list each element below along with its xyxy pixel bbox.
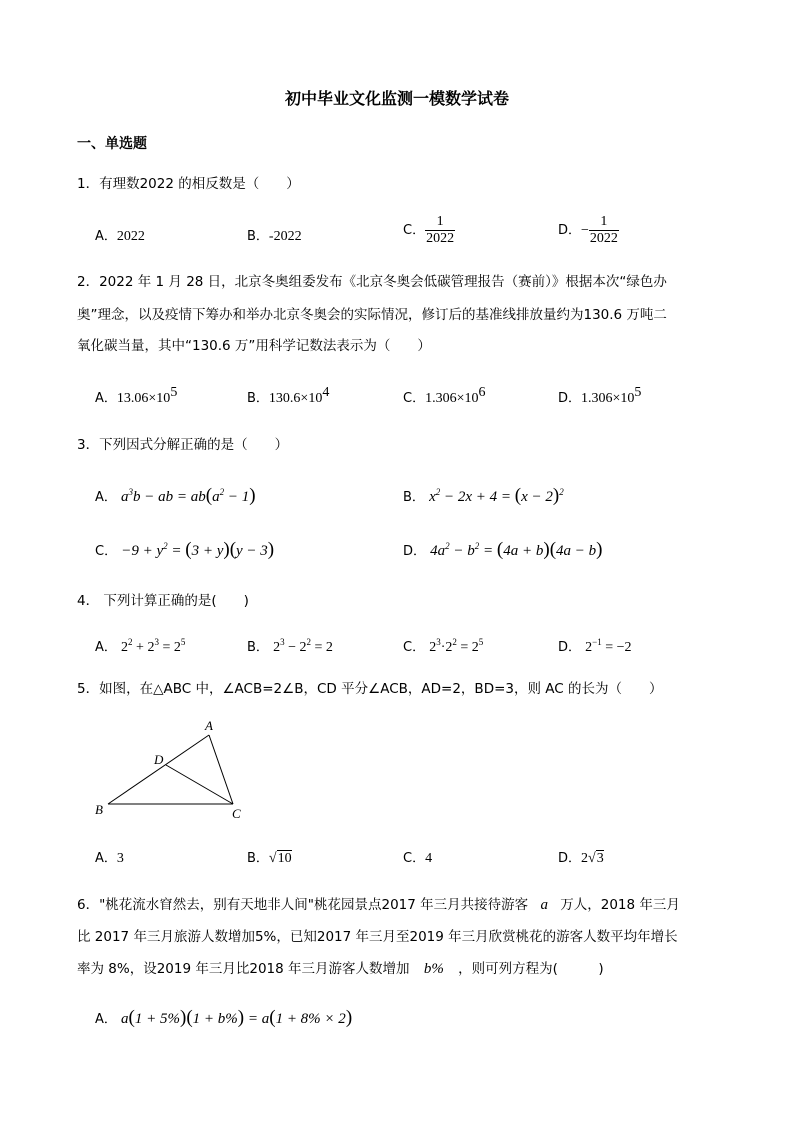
option-value: 3 [116,851,124,866]
math-expression: $2^2 + 2^3 = 2^5$ [121,637,186,655]
option-value: 4 [425,851,433,866]
question-4-stem: 4． 下列计算正确的是( ) [77,593,249,609]
question-6-line-2: 比 2017 年三月旅游人数增加5%，已知2017 年三月至2019 年三月欣赏桃花的游客人数平均年增长 [77,929,678,945]
option-value: 13.06×10 [116,391,171,406]
option-label: B． [403,490,425,505]
question-2-line-2: 奥”理念，以及疫情下筹办和举办北京冬奥会的实际情况，修订后的基准线排放量约为130.6 万吨二 [77,307,667,323]
question-3-stem: 3．下列因式分解正确的是（ ） [77,437,289,453]
vertex-label-a: A [205,718,213,733]
page-title: 初中毕业文化监测一模数学试卷 [284,89,509,108]
math-expression: $-9 + y^2 = (3 + y)(y - 3)$ [121,539,275,560]
minus-sign: − [581,223,589,238]
q1-option-d [558,214,619,247]
question-2-line-3: 氧化碳当量，其中“130.6 万”用科学记数法表示为（ ） [77,338,431,354]
exponent: 5 [170,385,178,400]
q1-option-c [403,214,455,247]
q2-option-a [95,387,177,407]
side-ac [209,735,233,804]
option-value: 1.306×10 [425,391,479,406]
option-label: C． [95,544,118,559]
question-5-stem: 5．如图，在△ABC 中，∠ACB=2∠B，CD 平分∠ACB，AD=2，BD=3，则 AC 的长为（ ） [77,681,663,697]
option-label: A． [95,851,117,866]
vertex-label-c: C [232,806,241,821]
math-expression: $4a^2 - b^2 = (4a + b)(4a - b)$ [430,539,603,560]
q4-option-d [558,636,632,656]
question-1-stem: 1．有理数2022 的相反数是（ ） [77,176,300,192]
q2-option-b [247,387,329,407]
segment-cd [166,765,233,804]
q5-option-d [558,847,604,867]
option-value: -2022 [268,229,302,244]
question-2-line-1: 2．2022 年 1 月 28 日，北京冬奥组委发布《北京冬奥会低碳管理报告（赛前）》根据本次“绿色办 [77,274,667,290]
option-label: A． [95,1012,117,1027]
math-expression: a(1 + 5%)(1 + b%) = a(1 + 8% × 2) [121,1007,353,1028]
q2-option-d [558,387,641,407]
text-segment: 万人，2018 年三月 [560,897,680,913]
option-label: C． [403,851,426,866]
fraction [589,214,619,247]
question-6-line-3 [77,959,604,979]
option-label: D． [558,223,582,238]
sqrt-expression: √10 [268,851,292,866]
option-label: B． [247,640,269,655]
q3-option-a [95,485,256,507]
option-value: 1.306×10 [581,391,635,406]
math-expression: $a^3b$ − ab = $ab(a^2 - 1)$ [121,485,256,506]
numerator: 1 [436,214,444,229]
coefficient: 2 [581,851,589,866]
option-label: B． [247,391,269,406]
side-ba [108,735,209,804]
q1-option-b [247,225,302,245]
option-value: 130.6×10 [268,391,323,406]
option-label: C． [403,223,426,238]
exponent: 6 [478,385,486,400]
text-segment: ，则可列方程为( ) [458,961,604,977]
q4-option-b [247,636,333,656]
exponent: 5 [634,385,642,400]
denominator: 2022 [589,231,618,246]
q3-option-b [403,485,564,507]
option-label: C． [403,391,426,406]
option-label: D． [403,544,427,559]
q5-option-a [95,847,124,867]
question-6-line-1 [77,895,680,915]
option-label: D． [558,640,582,655]
denominator: 2022 [426,231,455,246]
q4-option-a [95,636,185,656]
q3-option-c [95,539,274,561]
variable-b-percent: b% [423,961,444,977]
sqrt-expression: 2√3 [581,851,604,866]
q1-option-a [95,225,145,245]
vertex-label-b: B [95,802,103,817]
option-label: A． [95,640,117,655]
option-label: A． [95,391,117,406]
option-label: B． [247,229,269,244]
option-label: A． [95,229,117,244]
option-label: D． [558,851,582,866]
math-expression: $2^3 - 2^2 = 2$ [273,637,333,655]
radicand: 3 [596,851,604,866]
section-heading: 一、单选题 [77,136,147,152]
q4-option-c [403,636,483,656]
math-expression: $2^3\cdot 2^2 = 2^5$ [429,637,484,655]
option-label: B． [247,851,269,866]
option-value: 2022 [116,229,145,244]
math-expression: $2^{-1} = -2$ [585,637,632,655]
q6-option-a [95,1007,352,1029]
fraction [425,214,455,247]
q5-option-b [247,847,292,867]
radicand: 10 [277,851,292,866]
text-segment: 率为 8%，设2019 年三月比2018 年三月游客人数增加 [77,961,410,977]
triangle-figure [88,712,258,824]
numerator: 1 [600,214,608,229]
option-label: A． [95,490,117,505]
math-expression: $x^2 - 2x + 4 = (x - 2)^2$ [429,485,564,506]
exponent: 4 [322,385,330,400]
variable-a: a [540,897,548,913]
text-segment: 6．"桃花流水窅然去，别有天地非人间"桃花园景点2017 年三月共接待游客 [77,897,529,913]
option-label: D． [558,391,582,406]
q3-option-d [403,539,602,561]
q2-option-c [403,387,485,407]
option-label: C． [403,640,426,655]
q5-option-c [403,847,432,867]
vertex-label-d: D [154,752,164,767]
